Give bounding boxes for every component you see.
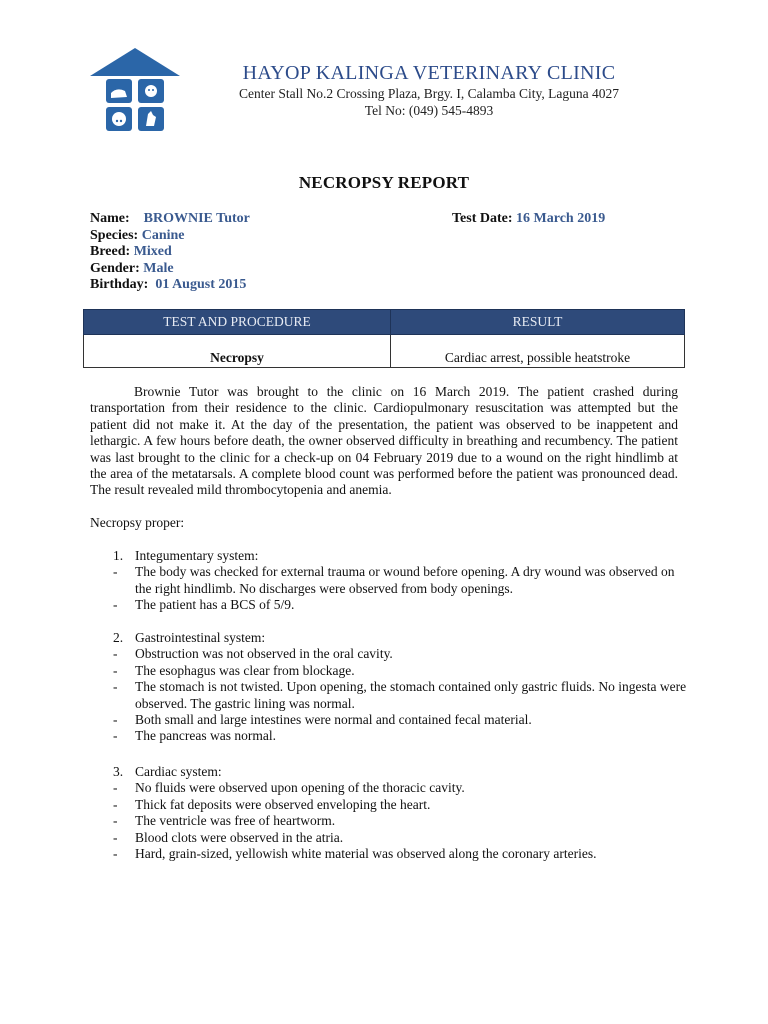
list-item-text: The body was checked for external trauma or wound before opening. A dry wound was observed on the right hindlimb. No discharges were observed from body openings. xyxy=(135,564,675,596)
report-title: NECROPSY REPORT xyxy=(298,173,470,192)
list-item xyxy=(90,679,690,712)
section-title xyxy=(90,764,690,780)
history-paragraph: Brownie Tutor was brought to the clinic on 16 March 2019. The patient crashed during transportation from their residence to the clinic. Cardiopulmonary resuscitation was attempted but the patient did not make it. At the day of the presentation, the patient was observed to be inappetent and lethargic. A few hours before death, the owner observed difficulty in breathing and recumbency. The patient was last brought to the clinic for a check-up on 04 February 2019 due to a wound on the right hindlimb at the area of the metatarsals. A complete blood count was performed before the patient was pronounced dead. The result revealed mild thrombocytopenia and anemia. xyxy=(90,384,678,498)
list-item-text: The esophagus was clear from blockage. xyxy=(135,662,355,678)
test-date-label: Test Date: xyxy=(452,211,513,226)
list-item-text: Thick fat deposits were observed enveloping the heart. xyxy=(135,796,431,812)
bullet-dash: - xyxy=(113,780,118,796)
test-date-value: 16 March 2019 xyxy=(516,211,606,226)
clinic-phone: Tel No: (049) 545-4893 xyxy=(364,103,494,118)
bullet-dash: - xyxy=(113,728,118,744)
bullet-dash: - xyxy=(113,796,118,812)
header-result: RESULT xyxy=(391,310,685,335)
list-item xyxy=(90,712,690,728)
section-title xyxy=(90,548,690,564)
results-table xyxy=(83,309,685,368)
gender-value: Male xyxy=(143,260,174,276)
list-item-text: Hard, grain-sized, yellowish white material was observed along the coronary arteries. xyxy=(135,846,597,862)
section-number: 1. xyxy=(113,548,124,563)
bullet-dash: - xyxy=(113,712,118,728)
list-item-text: Obstruction was not observed in the oral cavity. xyxy=(135,646,393,662)
list-item xyxy=(90,646,690,662)
section-integumentary xyxy=(90,548,690,614)
patient-name-row xyxy=(90,211,250,228)
dog-icon xyxy=(138,79,164,103)
list-item-text: The ventricle was free of heartworm. xyxy=(135,813,336,829)
gender-row xyxy=(90,261,250,278)
clinic-address: Center Stall No.2 Crossing Plaza, Brgy. I, Calamba City, Laguna 4027 xyxy=(238,86,620,101)
bullet-dash: - xyxy=(113,829,118,845)
necropsy-proper-label: Necropsy proper: xyxy=(90,515,185,530)
name-value: BROWNIE Tutor xyxy=(143,211,250,226)
table-header-row xyxy=(84,310,685,335)
bullet-dash: - xyxy=(113,813,118,829)
list-item xyxy=(90,564,690,597)
list-item xyxy=(90,663,690,679)
species-label: Species: xyxy=(90,227,139,243)
bullet-dash: - xyxy=(113,679,118,695)
pig-icon xyxy=(106,107,132,131)
rabbit-icon xyxy=(138,107,164,131)
table-row xyxy=(84,335,685,368)
cat-icon xyxy=(106,79,132,103)
gender-label: Gender: xyxy=(90,260,140,276)
list-item xyxy=(90,780,690,796)
cell-result: Cardiac arrest, possible heatstroke xyxy=(391,335,685,368)
list-item xyxy=(90,797,690,813)
list-item xyxy=(90,728,690,744)
section-gastrointestinal xyxy=(90,630,690,745)
breed-value: Mixed xyxy=(133,244,172,259)
patient-info xyxy=(90,211,250,294)
bullet-dash: - xyxy=(113,597,118,613)
name-label: Name: xyxy=(90,211,130,226)
header-test-procedure: TEST AND PROCEDURE xyxy=(84,310,391,335)
list-item-text: The patient has a BCS of 5/9. xyxy=(135,597,295,613)
section-title xyxy=(90,630,690,646)
species-value: Canine xyxy=(141,227,185,243)
section-title-text: Cardiac system: xyxy=(135,764,222,779)
list-item xyxy=(90,813,690,829)
species-row xyxy=(90,228,250,245)
list-item-text: The pancreas was normal. xyxy=(135,728,276,744)
test-date xyxy=(452,211,605,228)
breed-row xyxy=(90,244,250,261)
list-item-text: Both small and large intestines were normal and contained fecal material. xyxy=(135,712,532,728)
section-title-text: Gastrointestinal system: xyxy=(135,630,266,645)
cell-procedure: Necropsy xyxy=(84,335,391,368)
section-number: 2. xyxy=(113,630,124,645)
birthday-row xyxy=(90,277,250,294)
list-item-text: Blood clots were observed in the atria. xyxy=(135,829,344,845)
clinic-name: HAYOP KALINGA VETERINARY CLINIC xyxy=(242,62,616,84)
list-item xyxy=(90,846,690,862)
section-title-text: Integumentary system: xyxy=(135,548,259,563)
clinic-logo xyxy=(88,46,182,136)
bullet-dash: - xyxy=(113,646,118,662)
list-item-text: No fluids were observed upon opening of the thoracic cavity. xyxy=(135,780,465,796)
house-roof-icon xyxy=(90,48,180,76)
list-item xyxy=(90,597,690,613)
section-cardiac xyxy=(90,764,690,862)
bullet-dash: - xyxy=(113,564,118,580)
birthday-value: 01 August 2015 xyxy=(155,277,247,292)
bullet-dash: - xyxy=(113,846,118,862)
breed-label: Breed: xyxy=(90,244,131,259)
bullet-dash: - xyxy=(113,662,118,678)
list-item xyxy=(90,830,690,846)
birthday-label: Birthday: xyxy=(90,277,149,292)
list-item-text: The stomach is not twisted. Upon opening, the stomach contained only gastric fluids. No ingesta were observed. The gastric lining was normal. xyxy=(135,679,687,711)
section-number: 3. xyxy=(113,764,124,779)
